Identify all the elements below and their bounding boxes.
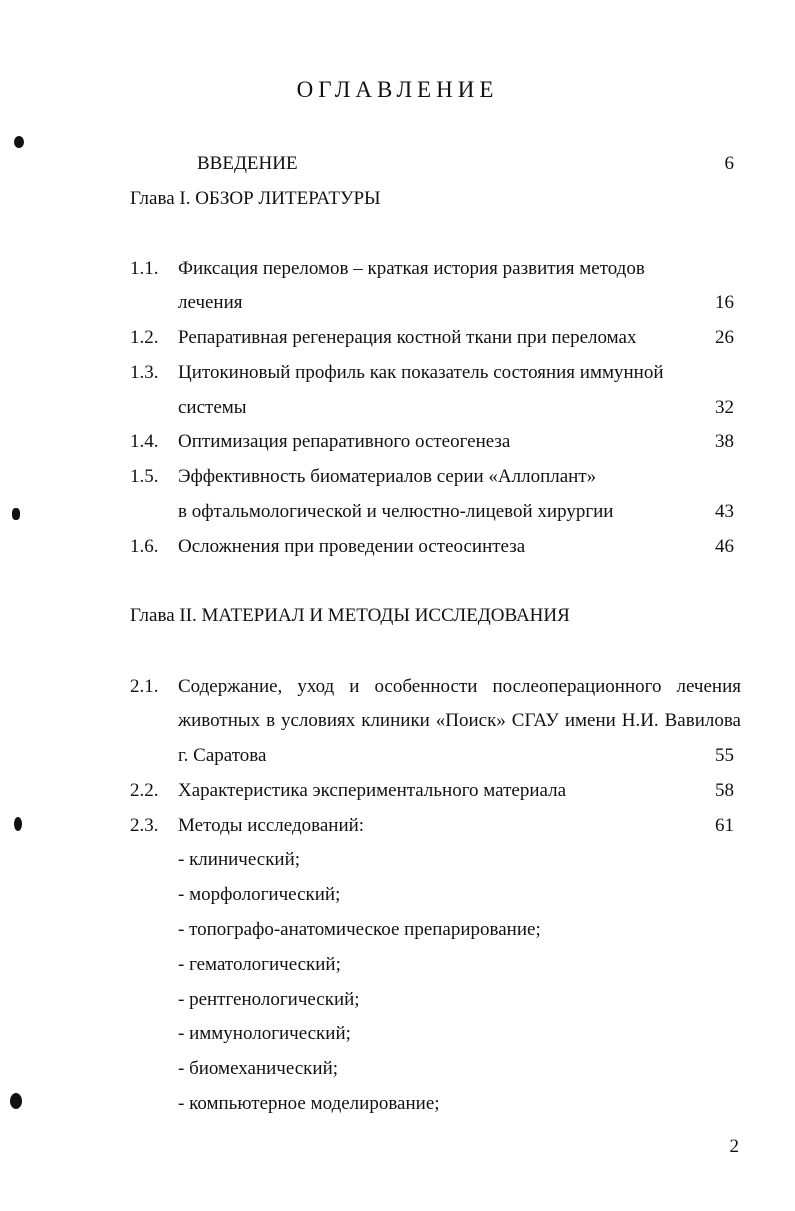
- toc-section-page: 61: [715, 815, 734, 836]
- toc-section-page: 38: [715, 431, 734, 452]
- toc-section-page: 16: [715, 292, 734, 313]
- chapter-1-heading: Глава I. ОБЗОР ЛИТЕРАТУРЫ: [130, 188, 381, 209]
- toc-section-title: Характеристика экспериментального материала: [178, 780, 567, 801]
- method-list-item: - компьютерное моделирование;: [178, 1093, 440, 1114]
- toc-section-number: 1.4.: [130, 431, 159, 452]
- toc-section-title: Осложнения при проведении остеосинтеза: [178, 536, 526, 557]
- toc-section-title-cont: г. Саратова: [178, 745, 267, 766]
- toc-section-title-cont: системы: [178, 397, 247, 418]
- toc-intro-label: ВВЕДЕНИЕ: [197, 153, 298, 174]
- toc-section-page: 46: [715, 536, 734, 557]
- toc-section-page: 26: [715, 327, 734, 348]
- toc-section-title: Эффективность биоматериалов серии «Аллоплант»: [178, 466, 597, 487]
- toc-section-title-cont: животных в условиях клиники «Поиск» СГАУ имени Н.И. Вавилова: [178, 710, 741, 731]
- toc-section-number: 1.3.: [130, 362, 159, 383]
- scan-mark: [12, 508, 20, 520]
- toc-section-page: 58: [715, 780, 734, 801]
- toc-section-number: 2.2.: [130, 780, 159, 801]
- toc-section-number: 1.1.: [130, 258, 159, 279]
- toc-section-page: 32: [715, 397, 734, 418]
- page-number: 2: [729, 1136, 739, 1157]
- scan-mark: [14, 136, 24, 148]
- toc-section-number: 2.3.: [130, 815, 159, 836]
- toc-section-page: 55: [715, 745, 734, 766]
- method-list-item: - рентгенологический;: [178, 989, 360, 1010]
- toc-section-number: 2.1.: [130, 676, 159, 697]
- toc-section-title-cont: лечения: [178, 292, 243, 313]
- chapter-2-heading: Глава II. МАТЕРИАЛ И МЕТОДЫ ИССЛЕДОВАНИЯ: [130, 605, 570, 626]
- toc-intro-page: 6: [724, 153, 734, 174]
- toc-section-title: Фиксация переломов – краткая история развития методов: [178, 258, 645, 279]
- method-list-item: - иммунологический;: [178, 1023, 351, 1044]
- toc-section-number: 1.2.: [130, 327, 159, 348]
- method-list-item: - биомеханический;: [178, 1058, 339, 1079]
- method-list-item: - гематологический;: [178, 954, 341, 975]
- toc-section-title: Содержание, уход и особенности послеоперационного лечения: [178, 676, 741, 697]
- scan-mark: [14, 817, 22, 831]
- scan-mark: [10, 1093, 22, 1109]
- toc-section-number: 1.5.: [130, 466, 159, 487]
- toc-section-title: Цитокиновый профиль как показатель состояния иммунной: [178, 362, 664, 383]
- page-title: ОГЛАВЛЕНИЕ: [296, 77, 499, 102]
- toc-section-title: Оптимизация репаративного остеогенеза: [178, 431, 511, 452]
- toc-section-page: 43: [715, 501, 734, 522]
- toc-section-title: Методы исследований:: [178, 815, 365, 836]
- method-list-item: - топографо-анатомическое препарирование;: [178, 919, 541, 940]
- method-list-item: - морфологический;: [178, 884, 341, 905]
- toc-section-title-cont: в офтальмологической и челюстно-лицевой хирургии: [178, 501, 614, 522]
- toc-section-title: Репаративная регенерация костной ткани при переломах: [178, 327, 637, 348]
- method-list-item: - клинический;: [178, 849, 301, 870]
- toc-section-number: 1.6.: [130, 536, 159, 557]
